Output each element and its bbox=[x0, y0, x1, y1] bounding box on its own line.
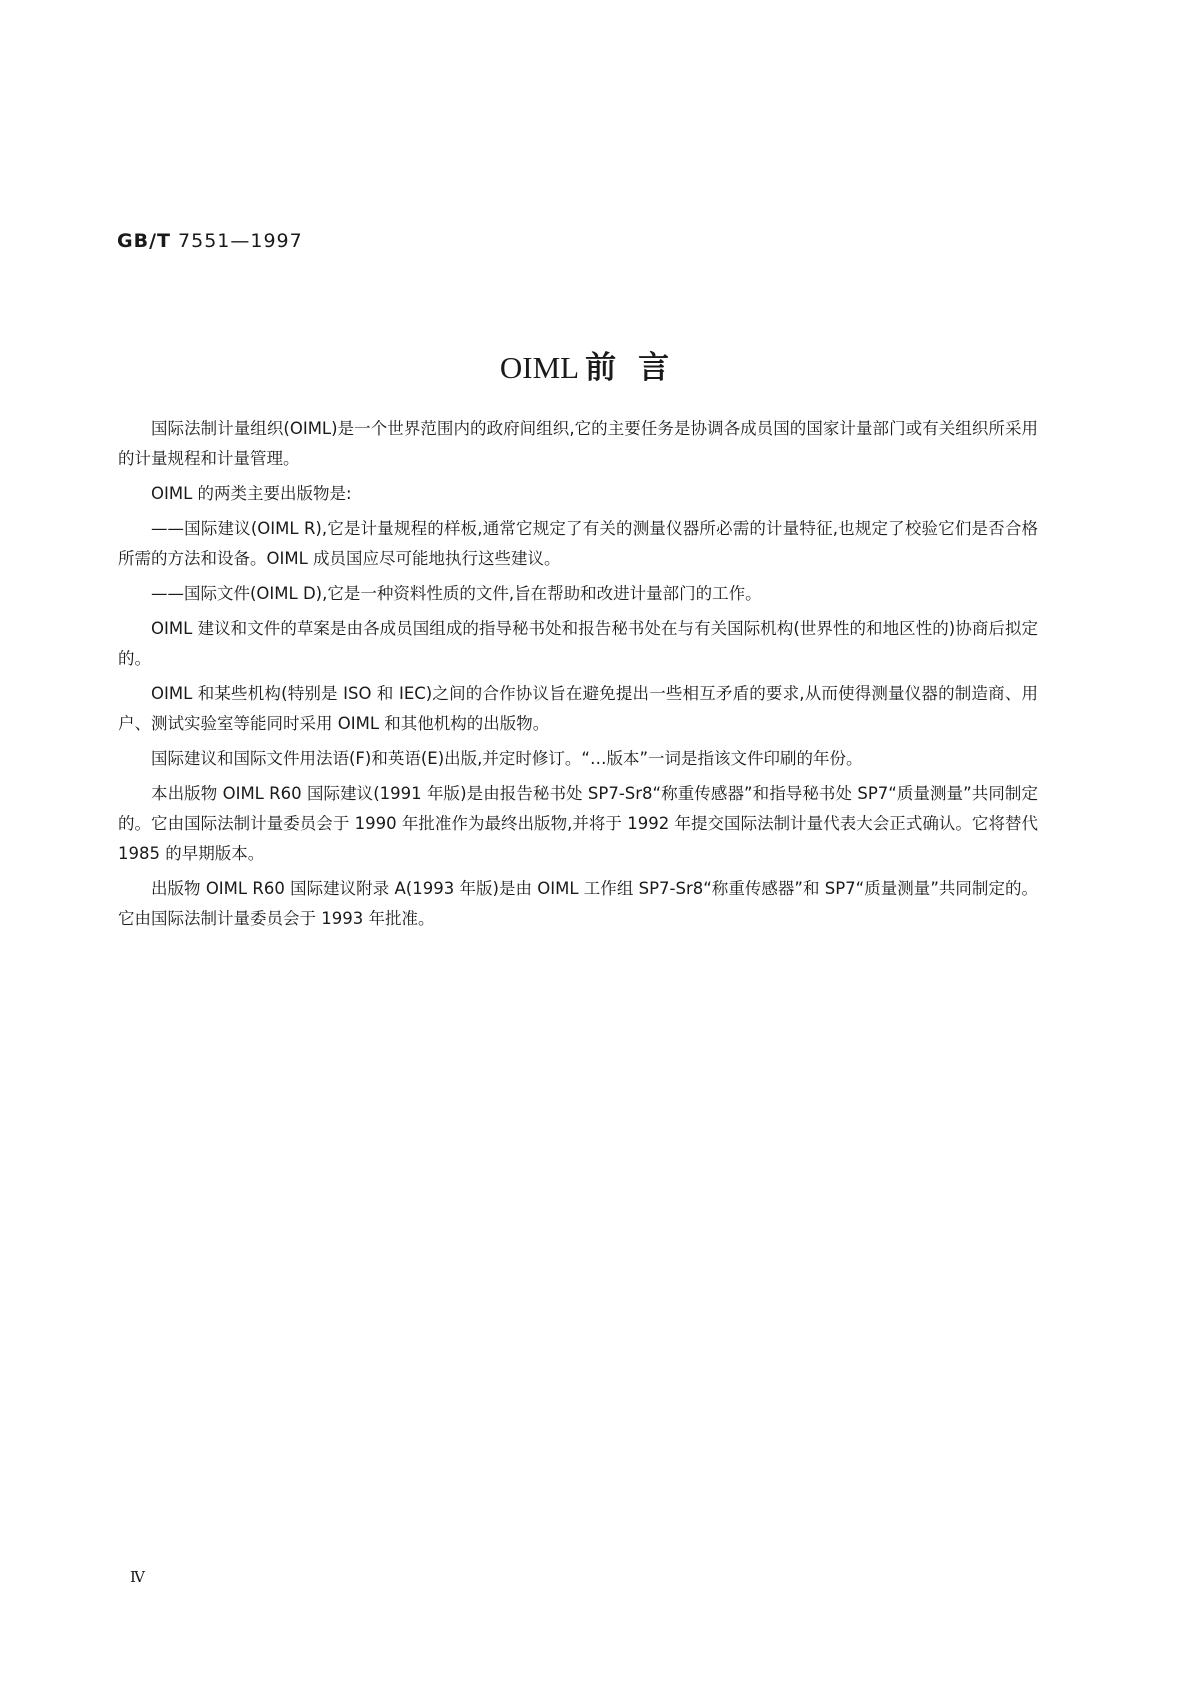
page-number: Ⅳ bbox=[130, 1570, 145, 1586]
paragraph: OIML 和某些机构(特别是 ISO 和 IEC)之间的合作协议旨在避免提出一些相互矛盾的要求,从而使得测量仪器的制造商、用户、测试实验室等能同时采用 OIML 和其他机构的出版物。 bbox=[118, 684, 1038, 733]
title-chinese: 前言 bbox=[585, 350, 692, 386]
paragraph: 本出版物 OIML R60 国际建议(1991 年版)是由报告秘书处 SP7-Sr8“称重传感器”和指导秘书处 SP7“质量测量”共同制定的。它由国际法制计量委员会于 1990 年批准作为最终出版物,并将于 1992 年提交国际法制计量代表大会正式确认。它将替代 1985 的早期版本。 bbox=[118, 784, 1038, 863]
standard-number: 7551—1997 bbox=[178, 230, 303, 252]
paragraph: 国际建议和国际文件用法语(F)和英语(E)出版,并定时修订。“…版本”一词是指该文件印刷的年份。 bbox=[151, 749, 863, 768]
standard-prefix: GB/T bbox=[117, 230, 171, 252]
foreword-body bbox=[118, 414, 1038, 939]
paragraph: ——国际文件(OIML D),它是一种资料性质的文件,旨在帮助和改进计量部门的工作。 bbox=[151, 584, 762, 603]
page-header bbox=[117, 230, 303, 252]
paragraph: OIML 的两类主要出版物是: bbox=[151, 484, 352, 503]
paragraph: ——国际建议(OIML R),它是计量规程的样板,通常它规定了有关的测量仪器所必需的计量特征,也规定了校验它们是否合格所需的方法和设备。OIML 成员国应尽可能地执行这些建议。 bbox=[118, 519, 1038, 568]
paragraph: 出版物 OIML R60 国际建议附录 A(1993 年版)是由 OIML 工作组 SP7-Sr8“称重传感器”和 SP7“质量测量”共同制定的。它由国际法制计量委员会于 1993 年批准。 bbox=[118, 879, 1038, 928]
paragraph: 国际法制计量组织(OIML)是一个世界范围内的政府间组织,它的主要任务是协调各成员国的国家计量部门或有关组织所采用的计量规程和计量管理。 bbox=[118, 419, 1038, 468]
paragraph: OIML 建议和文件的草案是由各成员国组成的指导秘书处和报告秘书处在与有关国际机构(世界性的和地区性的)协商后拟定的。 bbox=[118, 619, 1038, 668]
title-latin: OIML bbox=[499, 350, 580, 385]
page-title bbox=[0, 348, 1191, 388]
